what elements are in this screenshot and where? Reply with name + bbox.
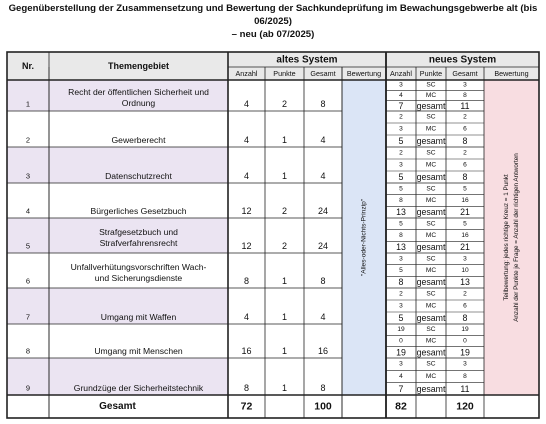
neu-gesamt: 2 bbox=[463, 290, 467, 298]
neu-gesamt: 0 bbox=[463, 337, 467, 345]
total-neu-gesamt: 120 bbox=[456, 400, 474, 413]
neu-gesamt: 10 bbox=[461, 267, 469, 274]
row-nr: 1 bbox=[25, 99, 31, 109]
neu-gesamt: 13 bbox=[460, 277, 470, 288]
neu-anzahl: 5 bbox=[399, 185, 403, 193]
neu-typ: SC bbox=[426, 255, 436, 263]
neu-anzahl: 3 bbox=[399, 81, 403, 89]
neu-gesamt: 5 bbox=[463, 220, 467, 228]
neu-anzahl: 3 bbox=[399, 302, 403, 310]
row-alt-punkte: 2 bbox=[281, 206, 288, 216]
header-neues-system: neues System bbox=[428, 54, 497, 66]
row-thema: Bürgerliches Gesetzbuch bbox=[90, 206, 187, 216]
neu-gesamt: 6 bbox=[463, 161, 467, 169]
bewertung-neu-text-2: Anzahl der Punkte je Frage = Anzahl der richtigen Antworten bbox=[513, 153, 520, 322]
comparison-table bbox=[6, 0, 540, 424]
row-alt-gesamt: 4 bbox=[320, 312, 326, 322]
neu-anzahl: 5 bbox=[398, 136, 404, 146]
title-line-1: Gegenüberstellung der Zusammensetzung und Bewertung der Sachkundeprüfung im Bewachungsgebwerbe alt (bis 06/2025) bbox=[8, 3, 538, 27]
row-thema: Datenschutzrecht bbox=[105, 171, 172, 181]
neu-anzahl: 7 bbox=[398, 383, 404, 394]
neu-typ: MC bbox=[425, 232, 437, 239]
neu-typ: MC bbox=[425, 161, 437, 169]
header-altes-system: altes System bbox=[276, 54, 338, 66]
neu-gesamt: 8 bbox=[463, 373, 467, 380]
neu-anzahl: 3 bbox=[399, 125, 403, 133]
bewertung-neu-text-1: Teilbewertung: jedes richtige Kreuz = 1 Punkt bbox=[503, 174, 510, 301]
row-nr: 9 bbox=[25, 383, 31, 393]
row-thema: Grundzüge der Sicherheitstechnik bbox=[73, 383, 204, 393]
neu-anzahl: 8 bbox=[399, 232, 403, 239]
neu-typ: gesamt bbox=[416, 100, 446, 111]
row-alt-punkte: 1 bbox=[281, 383, 288, 393]
row-alt-anzahl: 4 bbox=[243, 135, 250, 145]
neu-typ: SC bbox=[426, 220, 436, 228]
neu-anzahl: 3 bbox=[399, 255, 403, 263]
title-line-2: – neu (ab 07/2025) bbox=[231, 29, 315, 40]
neu-typ: gesamt bbox=[416, 277, 446, 288]
header-themengebiet: Themengebiet bbox=[107, 61, 170, 71]
neu-gesamt: 8 bbox=[462, 136, 468, 146]
header-sub-2: Gesamt bbox=[310, 69, 336, 78]
row-alt-gesamt: 24 bbox=[317, 241, 329, 251]
total-neu-anzahl: 82 bbox=[395, 400, 407, 413]
header-sub-6: Gesamt bbox=[452, 69, 478, 78]
neu-gesamt: 8 bbox=[462, 172, 468, 182]
neu-gesamt: 3 bbox=[463, 360, 467, 368]
row-nr: 6 bbox=[25, 276, 31, 286]
row-alt-punkte: 2 bbox=[281, 99, 288, 109]
row-thema: Ordnung bbox=[121, 98, 156, 108]
header-sub-3: Bewertung bbox=[346, 69, 382, 78]
neu-anzahl: 3 bbox=[399, 360, 403, 368]
neu-typ: gesamt bbox=[416, 242, 446, 253]
row-alt-anzahl: 12 bbox=[241, 206, 252, 216]
neu-anzahl: 4 bbox=[399, 92, 403, 99]
neu-anzahl: 19 bbox=[397, 326, 405, 334]
neu-typ: gesamt bbox=[416, 313, 446, 323]
neu-typ: SC bbox=[426, 360, 436, 368]
total-alt-anzahl: 72 bbox=[240, 400, 253, 413]
neu-anzahl: 19 bbox=[396, 347, 406, 358]
row-alt-punkte: 1 bbox=[281, 171, 288, 181]
neu-typ: SC bbox=[426, 149, 436, 157]
row-nr: 2 bbox=[25, 135, 31, 145]
neu-anzahl: 5 bbox=[399, 267, 403, 274]
row-thema: Unfallverhütungsvorschriften Wach- bbox=[70, 262, 207, 272]
row-alt-punkte: 1 bbox=[281, 346, 288, 356]
row-thema: Umgang mit Menschen bbox=[94, 346, 183, 356]
neu-typ: MC bbox=[425, 267, 437, 274]
neu-gesamt: 16 bbox=[461, 232, 469, 239]
neu-typ: gesamt bbox=[416, 383, 446, 394]
row-thema: Gewerberecht bbox=[111, 135, 166, 145]
row-alt-anzahl: 12 bbox=[241, 241, 252, 251]
row-nr: 3 bbox=[25, 171, 31, 181]
row-nr: 5 bbox=[25, 241, 31, 251]
neu-typ: gesamt bbox=[416, 172, 446, 182]
neu-gesamt: 19 bbox=[461, 326, 469, 334]
bewertung-neu-band bbox=[484, 80, 539, 395]
row-alt-anzahl: 4 bbox=[243, 312, 250, 322]
row-alt-gesamt: 24 bbox=[317, 206, 329, 216]
neu-gesamt: 2 bbox=[463, 113, 467, 121]
row-thema: Strafgesetzbuch und bbox=[99, 227, 178, 237]
neu-typ: SC bbox=[426, 185, 436, 193]
neu-gesamt: 8 bbox=[463, 92, 467, 99]
neu-gesamt: 2 bbox=[463, 149, 467, 157]
neu-anzahl: 0 bbox=[399, 337, 403, 345]
neu-gesamt: 6 bbox=[463, 302, 467, 310]
header-sub-1: Punkte bbox=[273, 69, 296, 78]
row-thema: Strafverfahrensrecht bbox=[99, 238, 178, 248]
header-sub-0: Anzahl bbox=[235, 69, 258, 78]
neu-gesamt: 3 bbox=[463, 81, 467, 89]
neu-anzahl: 8 bbox=[399, 197, 403, 204]
row-thema: und Sicherungsdienste bbox=[94, 273, 183, 283]
header-sub-4: Anzahl bbox=[390, 69, 412, 78]
neu-typ: MC bbox=[425, 373, 437, 380]
row-nr: 4 bbox=[25, 206, 31, 216]
neu-gesamt: 11 bbox=[460, 100, 470, 111]
neu-typ: MC bbox=[425, 197, 437, 204]
neu-typ: gesamt bbox=[416, 347, 446, 358]
row-alt-punkte: 1 bbox=[281, 312, 288, 322]
neu-gesamt: 21 bbox=[460, 207, 470, 218]
neu-gesamt: 19 bbox=[460, 347, 470, 358]
neu-gesamt: 11 bbox=[460, 383, 470, 394]
row-alt-anzahl: 8 bbox=[243, 276, 250, 286]
neu-anzahl: 13 bbox=[396, 207, 406, 218]
neu-gesamt: 16 bbox=[461, 197, 469, 204]
header-sub-7: Bewertung bbox=[494, 69, 529, 78]
row-alt-gesamt: 16 bbox=[317, 346, 329, 356]
row-alt-punkte: 1 bbox=[281, 276, 288, 286]
neu-typ: gesamt bbox=[416, 207, 446, 218]
neu-anzahl: 5 bbox=[398, 172, 404, 182]
neu-gesamt: 3 bbox=[463, 255, 467, 263]
neu-typ: MC bbox=[425, 92, 437, 99]
neu-gesamt: 8 bbox=[462, 313, 468, 323]
header-sub-5: Punkte bbox=[419, 69, 443, 78]
total-alt-gesamt: 100 bbox=[314, 400, 332, 413]
neu-typ: SC bbox=[426, 326, 436, 334]
neu-anzahl: 7 bbox=[398, 100, 404, 111]
neu-typ: MC bbox=[425, 302, 437, 310]
neu-anzahl: 2 bbox=[399, 290, 403, 298]
neu-typ: gesamt bbox=[416, 136, 446, 146]
neu-typ: SC bbox=[426, 113, 436, 121]
row-alt-anzahl: 8 bbox=[243, 383, 250, 393]
total-label: Gesamt bbox=[99, 401, 136, 412]
neu-typ: SC bbox=[426, 81, 436, 89]
neu-gesamt: 5 bbox=[463, 185, 467, 193]
neu-anzahl: 3 bbox=[399, 161, 403, 169]
row-alt-gesamt: 4 bbox=[320, 171, 326, 181]
row-alt-anzahl: 16 bbox=[241, 346, 252, 356]
row-thema: Recht der öffentlichen Sicherheit und bbox=[68, 87, 209, 97]
neu-typ: SC bbox=[426, 290, 436, 298]
row-alt-punkte: 1 bbox=[281, 135, 288, 145]
neu-gesamt: 21 bbox=[460, 242, 470, 253]
neu-anzahl: 2 bbox=[399, 113, 403, 121]
neu-anzahl: 5 bbox=[399, 220, 403, 228]
neu-gesamt: 6 bbox=[463, 125, 467, 133]
row-alt-anzahl: 4 bbox=[243, 171, 250, 181]
neu-anzahl: 5 bbox=[398, 313, 404, 323]
header-nr: Nr. bbox=[21, 61, 35, 71]
neu-typ: MC bbox=[425, 337, 437, 345]
neu-anzahl: 13 bbox=[396, 242, 406, 253]
row-alt-gesamt: 8 bbox=[320, 276, 326, 286]
row-nr: 8 bbox=[25, 346, 31, 356]
row-alt-gesamt: 8 bbox=[320, 99, 326, 109]
neu-anzahl: 8 bbox=[398, 277, 404, 288]
row-alt-gesamt: 4 bbox=[320, 135, 326, 145]
bewertung-alt-text: "Alles-oder-Nichts-Prinzip" bbox=[360, 198, 368, 277]
neu-anzahl: 2 bbox=[399, 149, 403, 157]
row-nr: 7 bbox=[25, 312, 31, 322]
row-alt-gesamt: 8 bbox=[320, 383, 326, 393]
neu-anzahl: 4 bbox=[399, 373, 403, 380]
neu-typ: MC bbox=[425, 125, 437, 133]
row-alt-anzahl: 4 bbox=[243, 99, 250, 109]
row-alt-punkte: 2 bbox=[281, 241, 288, 251]
row-thema: Umgang mit Waffen bbox=[100, 312, 177, 322]
